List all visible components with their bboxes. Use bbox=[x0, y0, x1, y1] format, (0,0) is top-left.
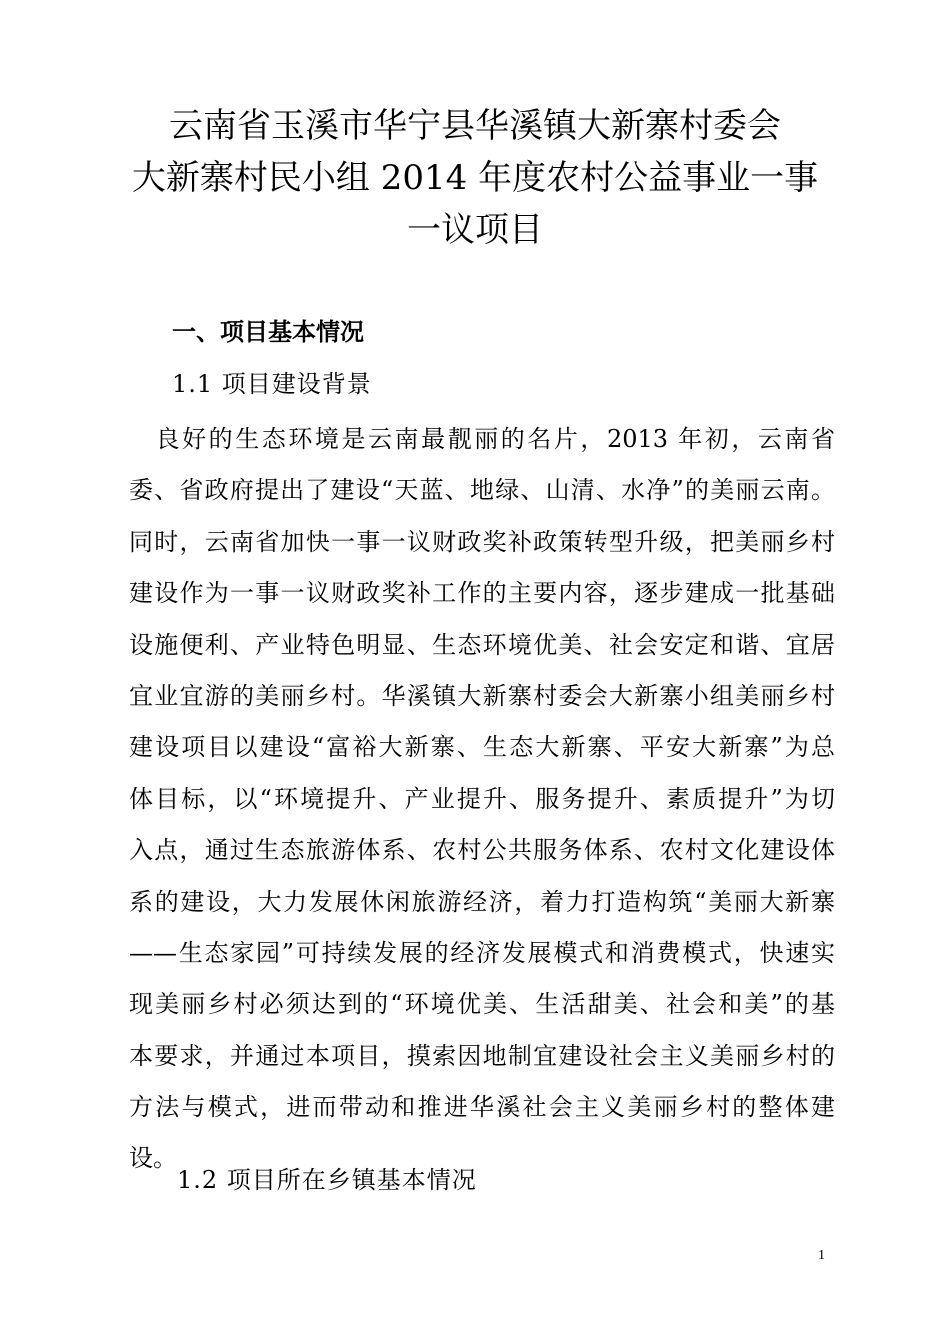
title-line-1: 云南省玉溪市华宁县华溪镇大新寨村委会 bbox=[169, 106, 781, 146]
paragraph-line: 设。 bbox=[129, 1144, 177, 1173]
title-line-2: 大新寨村民小组 2014 年度农村公益事业一事 bbox=[131, 158, 819, 198]
subsection-heading-1-1: 1.1 项目建设背景 bbox=[172, 370, 372, 398]
paragraph-line: 方法与模式，进而带动和推进华溪社会主义美丽乡村的整体建 bbox=[129, 1093, 835, 1122]
paragraph-line: 建设项目以建设“富裕大新寨、生态大新寨、平安大新寨”为总 bbox=[129, 733, 835, 762]
paragraph-line: 建设作为一事一议财政奖补工作的主要内容，逐步建成一批基础 bbox=[129, 579, 835, 608]
document-title bbox=[100, 100, 850, 256]
paragraph-line: 良好的生态环境是云南最靓丽的名片，2013 年初，云南省 bbox=[129, 425, 835, 453]
subsection-heading-1-2: 1.2 项目所在乡镇基本情况 bbox=[177, 1166, 477, 1194]
paragraph-line: 系的建设，大力发展休闲旅游经济，着力打造构筑“美丽大新寨 bbox=[129, 887, 835, 916]
section-heading: 一、项目基本情况 bbox=[172, 318, 364, 346]
paragraph-line: 现美丽乡村必须达到的“环境优美、生活甜美、社会和美”的基 bbox=[129, 990, 835, 1019]
paragraph-line: 体目标，以“环境提升、产业提升、服务提升、素质提升”为切 bbox=[129, 784, 835, 813]
title-line-3: 一议项目 bbox=[407, 210, 543, 250]
paragraph-line: 设施便利、产业特色明显、生态环境优美、社会安定和谐、宜居 bbox=[129, 630, 835, 659]
paragraph-line: 宜业宜游的美丽乡村。华溪镇大新寨村委会大新寨小组美丽乡村 bbox=[129, 681, 835, 710]
paragraph-line: 同时，云南省加快一事一议财政奖补政策转型升级，把美丽乡村 bbox=[129, 527, 835, 556]
paragraph-line: 本要求，并通过本项目，摸索因地制宜建设社会主义美丽乡村的 bbox=[129, 1041, 835, 1070]
paragraph-line: 委、省政府提出了建设“天蓝、地绿、山清、水净”的美丽云南。 bbox=[129, 476, 835, 505]
paragraph-line: 入点，通过生态旅游体系、农村公共服务体系、农村文化建设体 bbox=[129, 836, 835, 865]
paragraph-line: ——生态家园”可持续发展的经济发展模式和消费模式，快速实 bbox=[129, 938, 835, 967]
background-paragraph bbox=[129, 414, 835, 1185]
page-number: 1 bbox=[818, 1248, 825, 1263]
